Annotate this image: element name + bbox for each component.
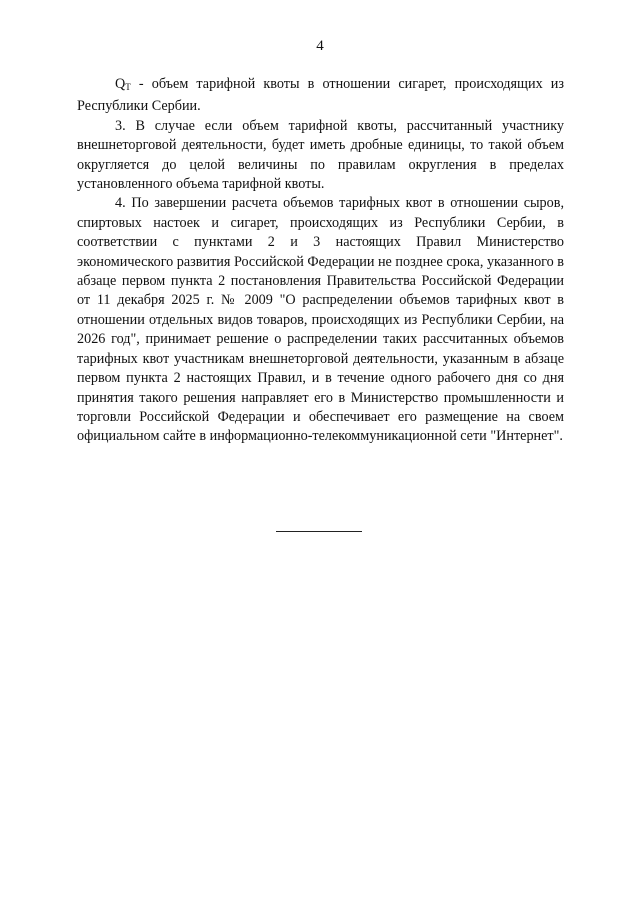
paragraph-qt-definition [77, 75, 564, 117]
paragraph-3: 3. В случае если объем тарифной квоты, рассчитанный участнику внешнеторговой деятельности, будет иметь дробные единицы, то такой объем округляется до целой величины по правилам округления в пределах установленного объема тарифной квоты. [77, 117, 564, 193]
document-body [77, 75, 564, 447]
paragraph-text: - объем тарифной квоты в отношении сигарет, происходящих из Республики Сербии. [77, 76, 564, 115]
qt-subscript: T [125, 82, 131, 92]
page-number: 4 [316, 38, 324, 54]
end-divider [276, 531, 362, 532]
paragraph-4: 4. По завершении расчета объемов тарифных квот в отношении сыров, спиртовых настоек и сигарет, происходящих из Республики Сербии, в соответствии с пунктами 2 и 3 настоящих Правил Министерство экономического развития Российской Федерации не позднее срока, указанного в абзаце первом пункта 2 постановления Правительства Российской Федерации от 11 декабря 2025 г. № 2009 "О распределении объемов тарифных квот в отношении отдельных видов товаров, происходящих из Республики Сербии, на 2026 год", принимает решение о распределении таких рассчитанных объемов тарифных квот участникам внешнеторговой деятельности, указанным в абзаце первом пункта 2 настоящих Правил, и в течение одного рабочего дня со дня принятия такого решения направляет его в Министерство промышленности и торговли Российской Федерации и обеспечивает его размещение на своем официальном сайте в информационно-телекоммуникационной сети "Интернет". [77, 195, 564, 445]
qt-symbol: QT [115, 76, 131, 92]
